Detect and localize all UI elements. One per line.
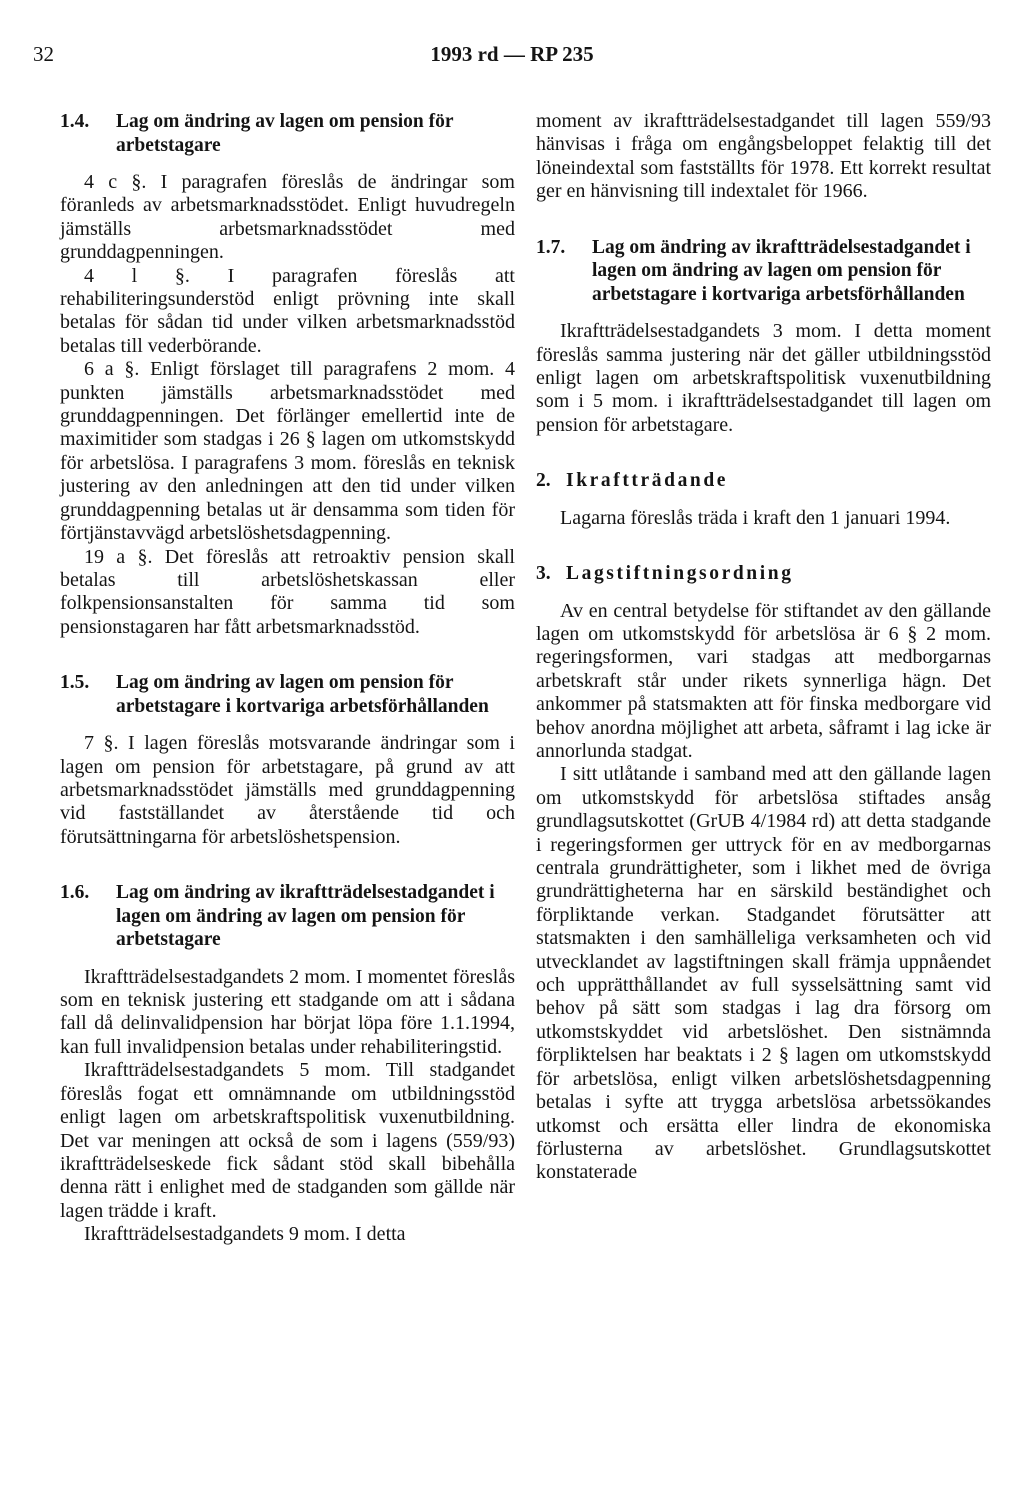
right-column — [536, 110, 991, 1185]
paragraph: 6 a §. Enligt förslaget till paragrafens 2 mom. 4 punkten jämställs arbetsmarknadsstödet med grunddagpenningen. Det förlänger emellertid inte de maximitider som stadgas i 26 § lagen om utkomstskydd för arbetslösa. I paragrafens 3 mom. föreslås en teknisk justering av den anledningen att den tid under vilken grunddagpenning betalas ut är densamma som tiden för förtjänstavvägd arbetslöshetsdagpenning. — [60, 358, 515, 545]
paragraph: Ikraftträdelsestadgandets 9 mom. I detta — [84, 1223, 406, 1246]
paragraph: Ikraftträdelsestadgandets 5 mom. Till stadgandet föreslås fogat ett omnämnande om utbildningsstöd enligt lagen om arbetskraftspolitisk vuxenutbildning. Det var meningen att också de som i lagens (559/93) ikraftträdelseskede fick sådant stöd skall bibehålla denna rätt i enlighet med de stadganden som gällde när lagen trädde i kraft. — [60, 1059, 515, 1222]
paragraph: 7 §. I lagen föreslås motsvarande ändringar som i lagen om pension för arbetstagare, på grund av att arbetsmarknadsstödet jämställs med grunddagpenning vid fastställandet av återstående tid och förutsättningarna för arbetslöshetspension. — [60, 732, 515, 848]
paragraph: Ikraftträdelsestadgandets 3 mom. I detta moment föreslås samma justering när det gäller utbildningsstöd enligt lagen om arbetskraftspolitisk vuxenutbildning som i 5 mom. i ikraftträdelsestadgandet till lagen om pension för arbetstagare. — [536, 320, 991, 436]
section-number: 1.6. — [60, 882, 90, 904]
section-number: 1.7. — [536, 236, 566, 258]
section-title: Ikraftträdande — [566, 470, 729, 492]
section-heading-2 — [536, 469, 991, 493]
section-title: Lag om ändring av ikraftträdelsestadgandet i lagen om ändring av lagen om pension för arbetstagare — [116, 882, 495, 951]
section-number: 2. — [536, 470, 551, 492]
paragraph: 4 l §. I paragrafen föreslås att rehabiliteringsunderstöd enligt prövning inte skall betalas för sådan tid under vilken arbetsmarknadsstöd betalas till vederbörande. — [60, 264, 515, 357]
paragraph: Ikraftträdelsestadgandets 2 mom. I momentet föreslås som en teknisk justering ett stadgande om att i sådana fall då delinvalidpension har börjat löpa före 1.1.1994, kan full invalidpension betalas under rehabiliteringstid. — [60, 965, 515, 1058]
paragraph: I sitt utlåtande i samband med att den gällande lagen om utkomstskydd för arbetslösa stiftades ansåg grundlagsutskottet (GrUB 4/1984 rd) att detta stadgande i regeringsformen ger uttryck för en av medborgarnas centrala grundrättigheter, som i likhet med de övriga grundrättigheterna har en särskild beständighet och förpliktande verkan. Stadgandet förutsätter att statsmakten i den samhälleliga verksamheten och vid utvecklandet av lagstiftningen skall främja uppnåendet och upprätthållandet av full sysselsättning samt vid behov på sätt som stadgas i lag dra försorg om utkomstskyddet vid arbetslöshet. Den sistnämnda förpliktelsen har beaktats i 2 § lagen om utkomstskydd för arbetslösa, enligt vilken arbetslöshetsdagpenning betalas i syfte att trygga arbetslösa arbetssökandes utkomst och ersätta eller lindra de ekonomiska förlusterna av arbetslöshet. Grundlagsutskottet konstaterade — [536, 763, 991, 1184]
section-title: Lag om ändring av lagen om pension för arbetstagare i kortvariga arbetsförhållanden — [116, 672, 489, 717]
paragraph: Lagarna föreslås träda i kraft den 1 januari 1994. — [560, 506, 951, 529]
paragraph: Av en central betydelse för stiftandet av den gällande lagen om utkomstskydd för arbetslösa är 6 § 2 mom. regeringsformen, vari stadgas att medborgarnas arbetskraft står under rikets synnerliga hägn. Det ankommer på statsmakten att för finska medborgare vid behov anordna möjlighet att arbeta, såframt i lag icke är annorlunda stadgat. — [536, 599, 991, 762]
paragraph: 4 c §. I paragrafen föreslås de ändringar som föranleds av arbetsmarknadsstödet. Enligt huvudregeln jämställs arbetsmarknadsstödet med grunddagpenningen. — [60, 171, 515, 264]
section-title: Lag om ändring av lagen om pension för arbetstagare — [116, 111, 454, 156]
section-number: 1.5. — [60, 672, 90, 694]
page-number: 32 — [33, 42, 54, 66]
section-title: Lagstiftningsordning — [566, 563, 794, 585]
paragraph: 19 a §. Det föreslås att retroaktiv pension skall betalas till arbetslöshetskassan eller folkpensionsanstalten för samma tid som pensionstagaren har fått arbetsmarknadsstöd. — [60, 545, 515, 638]
section-heading-1-4 — [60, 110, 515, 157]
section-number: 3. — [536, 563, 551, 585]
section-heading-1-5 — [60, 671, 515, 718]
running-head: 1993 rd — RP 235 — [430, 42, 594, 66]
section-heading-1-6 — [60, 881, 515, 952]
section-heading-3 — [536, 562, 991, 586]
section-number: 1.4. — [60, 111, 90, 132]
section-title: Lag om ändring av ikraftträdelsestadgandet i lagen om ändring av lagen om pension för arbetstagare i kortvariga arbetsförhållanden — [592, 236, 971, 305]
paragraph-continuation: moment av ikraftträdelsestadgandet till lagen 559/93 hänvisas i fråga om engångsbeloppet felaktig till det löneindextal som fastställts för 1978. Ett korrekt resultat ger en hänvisning till indextalet för 1966. — [536, 110, 991, 203]
left-column — [60, 110, 515, 1247]
section-heading-1-7 — [536, 236, 991, 307]
